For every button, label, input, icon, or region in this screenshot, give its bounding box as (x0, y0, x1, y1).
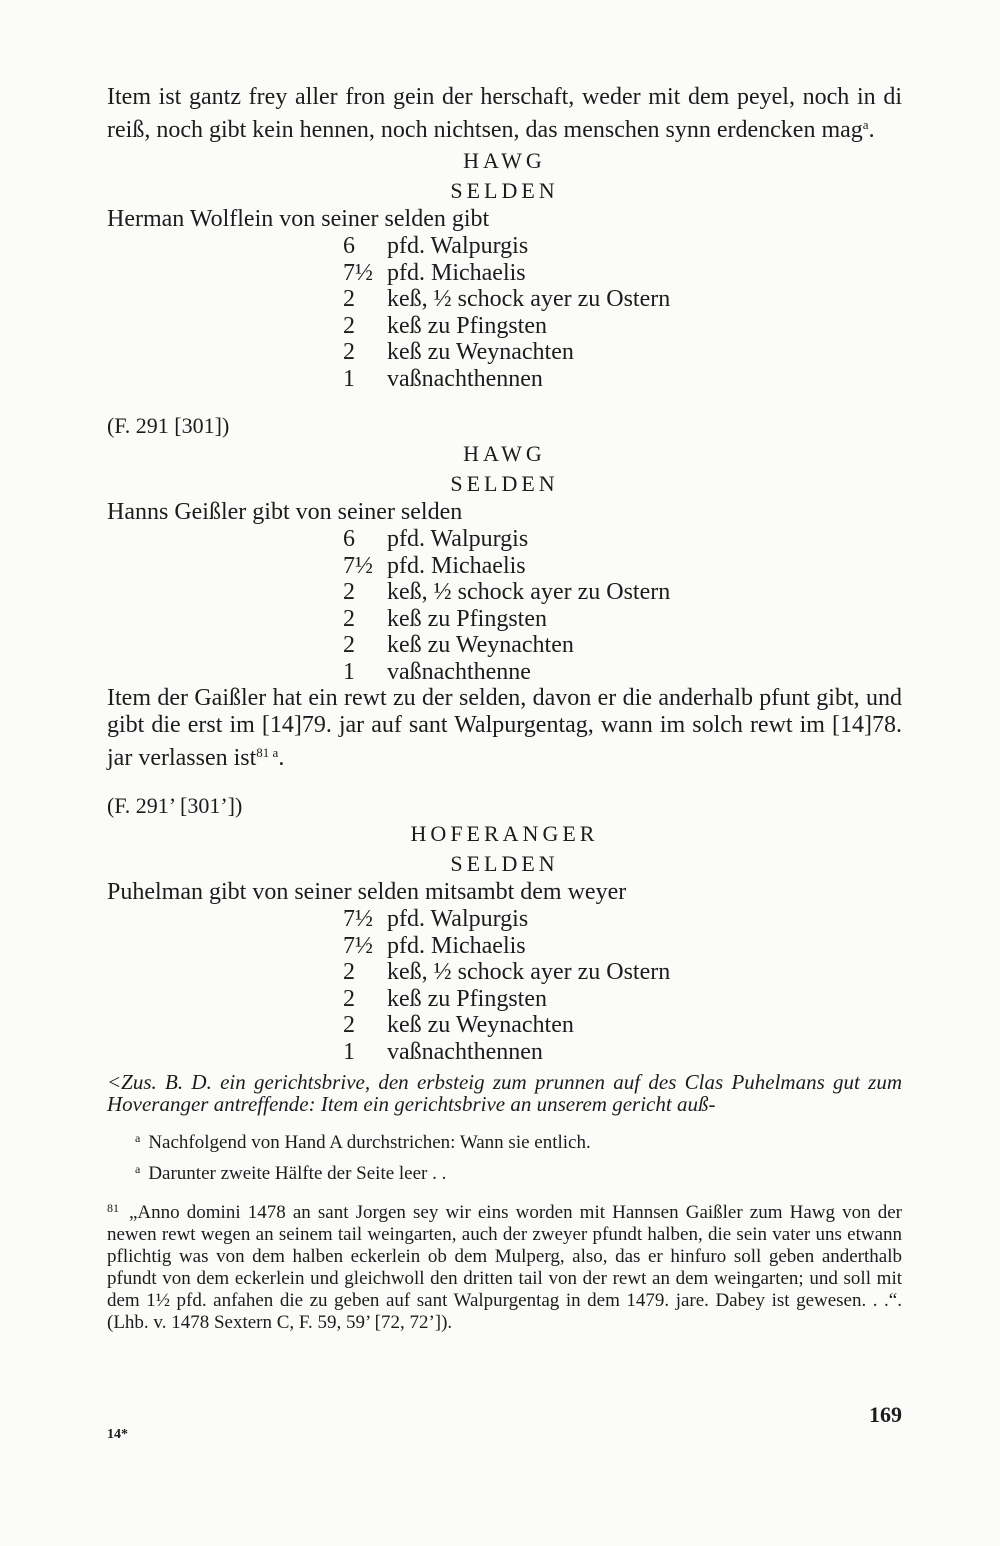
folio-reference: (F. 291 [301]) (107, 413, 230, 438)
intro-paragraph (107, 84, 902, 144)
list-item: 7½ pfd. Michaelis (343, 259, 526, 286)
section-title: HAWG (463, 441, 546, 466)
page-body (107, 84, 902, 1334)
payment-list (343, 526, 902, 685)
section-intro: Hanns Geißler gibt von seiner selden (107, 499, 463, 525)
section-note: Item der Gaißler hat ein rewt zu der selden, davon er die anderhalb pfunt gibt, und gibt die erst im [14]79. jar auf sant Walpurgentag, wann im solch rewt im [14]78. jar verlassen ist$^{81 a}$. (107, 685, 902, 771)
list-item: 7½ pfd. Walpurgis (343, 906, 529, 932)
list-item: 2 keß zu Pfingsten (343, 605, 547, 632)
list-item: 1 vaßnachthennen (343, 1038, 543, 1065)
list-item: 7½ pfd. Michaelis (343, 552, 526, 579)
list-item: 6 pfd. Walpurgis (343, 526, 529, 552)
intro-paragraph-text: Item ist gantz frey aller fron gein der herschaft, weder mit dem peyel, noch in di reiß, noch gibt kein hennen, noch nichtsen, das menschen synn erdencken mag (107, 84, 902, 143)
list-item: 1 vaßnachthennen (343, 365, 543, 392)
list-item: 2 keß zu Pfingsten (343, 312, 547, 339)
section-subtitle: SELDEN (450, 178, 559, 203)
footnote-marker: a (862, 117, 869, 132)
payment-list (343, 233, 902, 392)
list-item: 2 keß zu Weynachten (343, 632, 574, 658)
list-item: 2 keß, ½ schock ayer zu Ostern (343, 286, 671, 312)
list-item: 2 keß, ½ schock ayer zu Ostern (343, 959, 671, 985)
list-item: 2 keß zu Pfingsten (343, 985, 547, 1012)
italic-addition-note: <Zus. B. D. ein gerichtsbrive, den erbsteig zum prunnen auf des Clas Puhelmans gut zum Hoveranger antreffende: Item ein gerichtsbrive an unserem gericht auß- (107, 1070, 902, 1116)
list-item: 2 keß zu Weynachten (343, 1012, 574, 1038)
intro-paragraph-end: . (868, 117, 875, 143)
footnote: $^a$ Darunter zweite Hälfte der Seite leer . . (135, 1162, 447, 1184)
footnote-81: $^{81}$ „Anno domini 1478 an sant Jorgen sey wir eins worden mit Hannsen Gaißler zum Hawg von der newen rewt wegen an seinem tail weingarten, auch der zweyer pfundt halben, die sein vater uns etwann pflichtig was von dem halben eckerlein ob dem Mulperg, also, das er hinfuro soll geben anderthalb pfundt von dem eckerlein und gleichwoll den dritten tail von der rewt an dem weingarten; und soll mit dem 1½ pfd. anfahen die zu geben auf sant Walpurgentag in dem 1479. jare. Dabey ist gewesen. . .“. (Lhb. v. 1478 Sextern C, F. 59, 59’ [72, 72’]). (107, 1201, 902, 1333)
list-item: 7½ pfd. Michaelis (343, 932, 526, 959)
footnote: $^a$ Nachfolgend von Hand A durchstrichen: Wann sie entlich. (135, 1131, 591, 1153)
list-item: 6 pfd. Walpurgis (343, 233, 529, 259)
footnote-marker: 81 a (256, 745, 279, 760)
section-subtitle: SELDEN (450, 471, 559, 496)
section-title: HAWG (463, 148, 546, 173)
folio-reference: (F. 291’ [301’]) (107, 793, 243, 818)
section-subtitle: SELDEN (450, 851, 559, 876)
printer-signature: 14* (107, 1427, 128, 1442)
section-title: HOFERANGER (410, 821, 599, 846)
section-intro: Puhelman gibt von seiner selden mitsambt dem weyer (107, 879, 627, 905)
payment-list (343, 906, 902, 1065)
list-item: 1 vaßnachthenne (343, 658, 531, 685)
page-number: 169 (869, 1402, 902, 1427)
section-intro: Herman Wolflein von seiner selden gibt (107, 206, 490, 232)
list-item: 2 keß, ½ schock ayer zu Ostern (343, 579, 671, 605)
list-item: 2 keß zu Weynachten (343, 339, 574, 365)
